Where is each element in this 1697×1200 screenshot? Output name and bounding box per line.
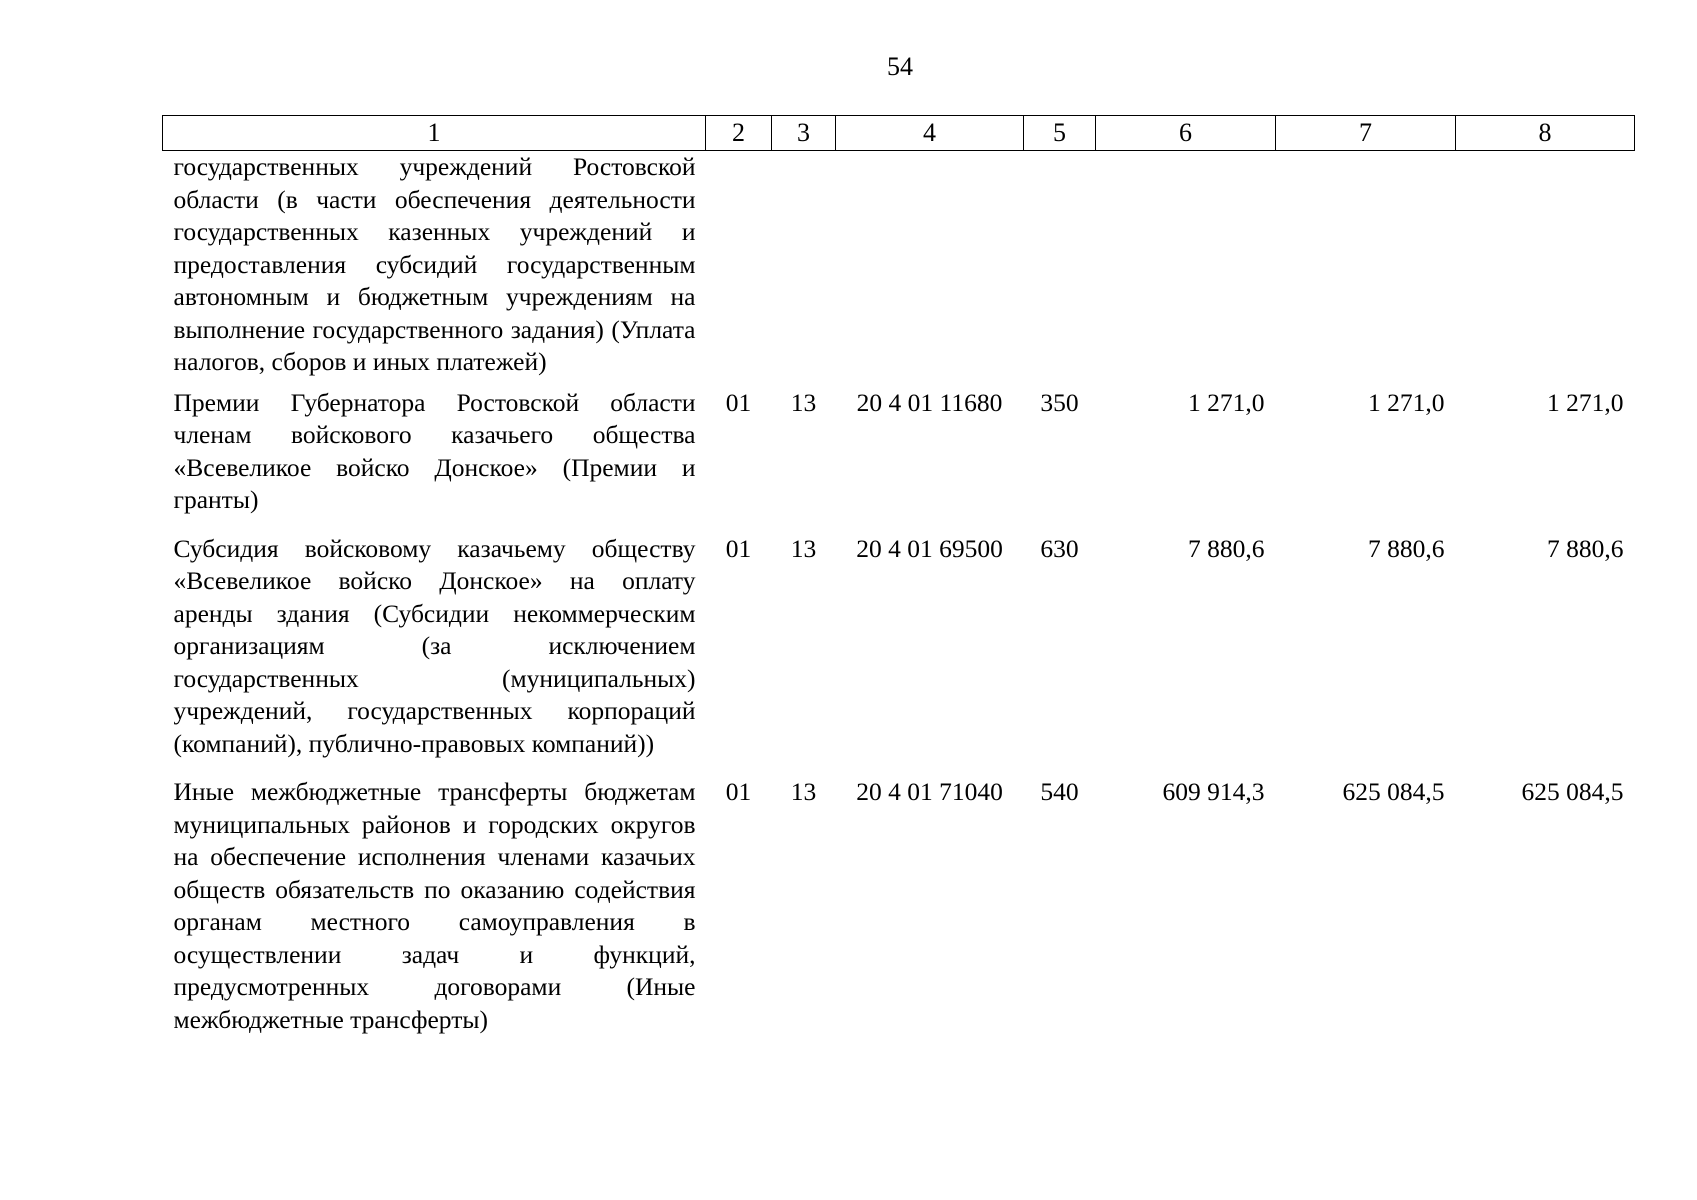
- amount-year-2: 1 271,0: [1368, 387, 1445, 417]
- amount-year-3: [1456, 151, 1635, 379]
- target-article-code: 20 4 01 69500: [856, 533, 1003, 563]
- row-description: Субсидия войсковому казачьему обществу «Всевеликое войско Донское» на оплату аренды здания (Субсидии некоммерческим организациям (за исключением государственных (муниципальных) учреждений, государственных корпораций (компаний), публично-правовых компаний)): [173, 533, 696, 758]
- target-article-code: 20 4 01 71040: [856, 777, 1003, 806]
- amount-year-1: 7 880,6: [1188, 533, 1265, 563]
- table-row: [163, 379, 1635, 525]
- column-header-5: 5: [1024, 116, 1096, 151]
- section-code: 01: [725, 387, 752, 417]
- amount-year-2: [1276, 151, 1456, 379]
- column-header-3: 3: [772, 116, 836, 151]
- expense-type-code: 540: [1040, 777, 1079, 806]
- row-description: Иные межбюджетные трансферты бюджетам муниципальных районов и городских округов на обеспечение исполнения членами казачьих обществ обязательств по оказанию содействия органам местного самоуправления в осуществлении задач и функций, предусмотренных договорами (Иные межбюджетные трансферты): [173, 777, 696, 1034]
- column-header-1: 1: [163, 116, 706, 151]
- expense-type-code: [1024, 151, 1096, 379]
- table-row: [163, 151, 1635, 379]
- page-number: 54: [887, 52, 913, 81]
- row-description: государственных учреждений Ростовской области (в части обеспечения деятельности государственных казенных учреждений и предоставления субсидий государственным автономным и бюджетным учреждениям на выполнение государственного задания) (Уплата налогов, сборов и иных платежей): [173, 152, 696, 376]
- table-header: [163, 116, 1635, 151]
- amount-year-2: 625 084,5: [1342, 777, 1445, 806]
- table-row: [163, 768, 1635, 1044]
- amount-year-3: 7 880,6: [1547, 533, 1624, 563]
- subsection-code: [772, 151, 836, 379]
- expense-type-code: 350: [1040, 387, 1079, 417]
- target-article-code: 20 4 01 11680: [856, 387, 1003, 417]
- column-header-7: 7: [1276, 116, 1456, 151]
- row-description: Премии Губернатора Ростовской области членам войскового казачьего общества «Всевеликое войско Донское» (Премии и гранты): [173, 387, 696, 514]
- section-code: 01: [725, 533, 752, 563]
- section-code: 01: [725, 777, 752, 806]
- column-header-4: 4: [836, 116, 1024, 151]
- subsection-code: 13: [790, 533, 817, 563]
- section-code: [706, 151, 772, 379]
- expense-type-code: 630: [1040, 533, 1079, 563]
- table-row: [163, 525, 1635, 769]
- column-header-8: 8: [1456, 116, 1635, 151]
- amount-year-3: 625 084,5: [1521, 777, 1624, 806]
- amount-year-3: 1 271,0: [1547, 387, 1624, 417]
- target-article-code: [836, 151, 1024, 379]
- subsection-code: 13: [790, 777, 817, 806]
- subsection-code: 13: [790, 387, 817, 417]
- column-header-6: 6: [1096, 116, 1276, 151]
- budget-table: [162, 115, 1635, 1044]
- amount-year-1: [1096, 151, 1276, 379]
- amount-year-1: 609 914,3: [1162, 777, 1265, 806]
- column-header-2: 2: [706, 116, 772, 151]
- amount-year-2: 7 880,6: [1368, 533, 1445, 563]
- amount-year-1: 1 271,0: [1188, 387, 1265, 417]
